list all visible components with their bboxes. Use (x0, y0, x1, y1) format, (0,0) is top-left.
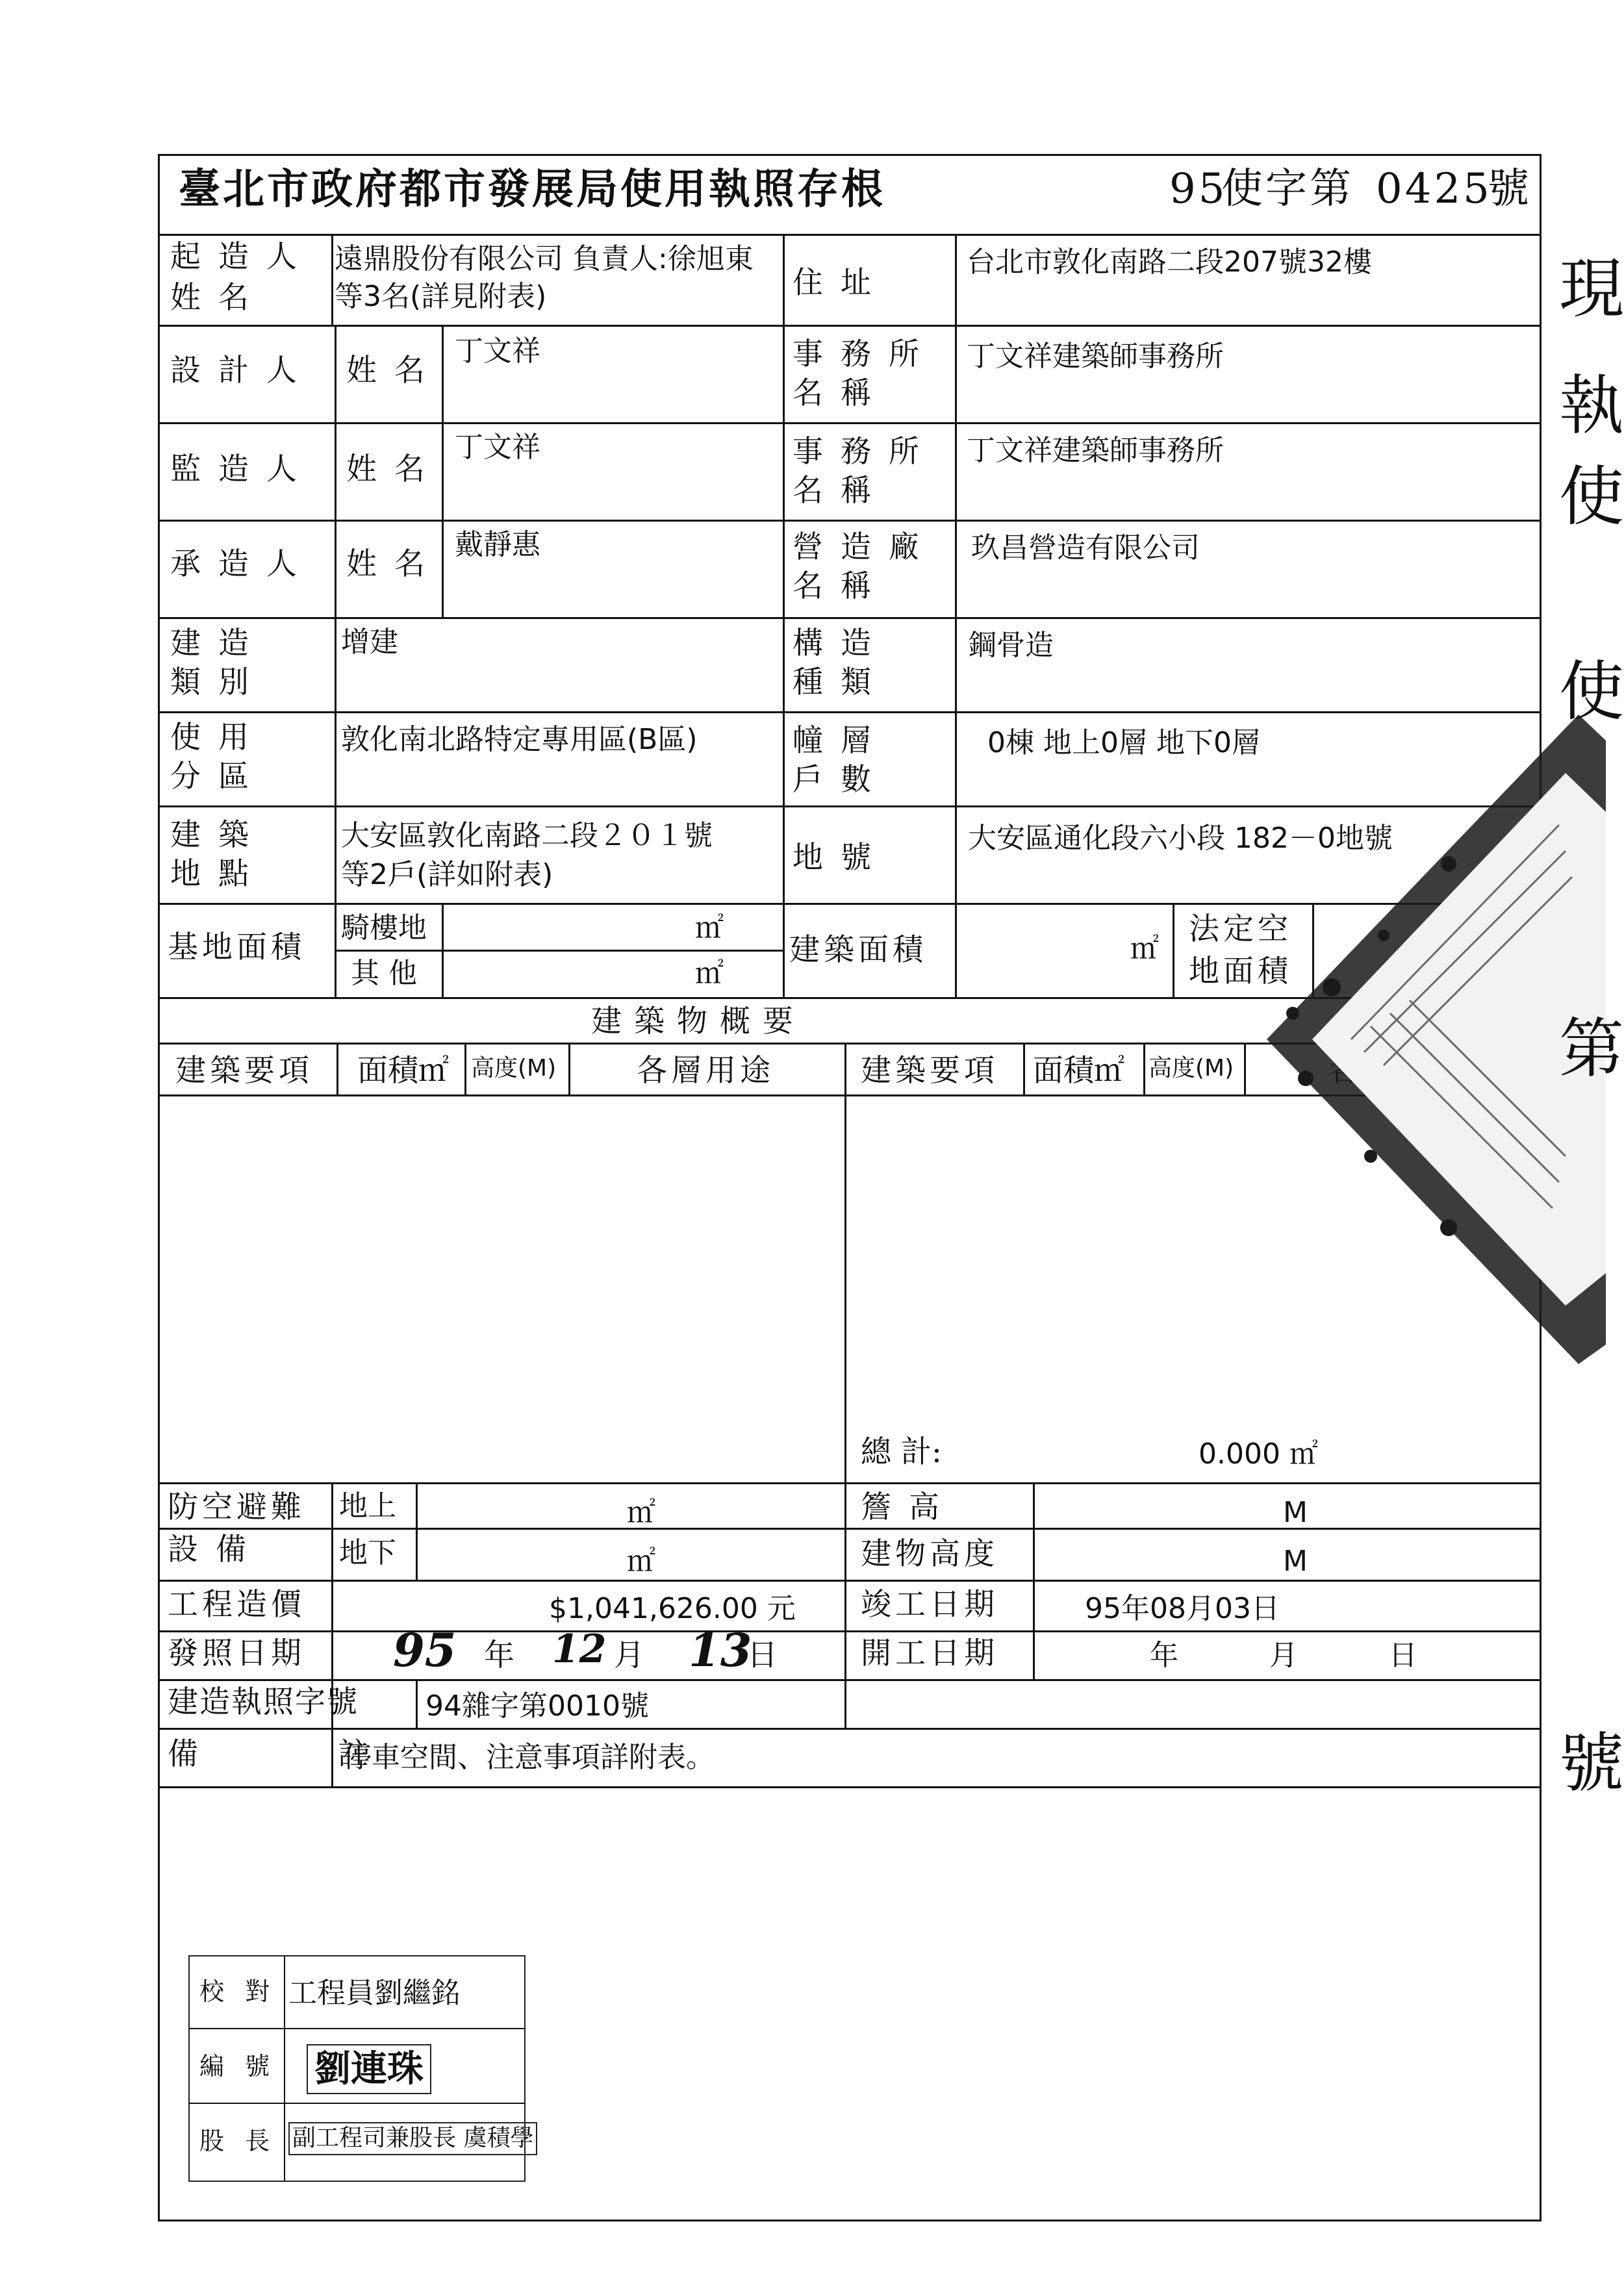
build-type: 增建 (341, 626, 398, 659)
eave-label: 簷 高 (861, 1489, 943, 1525)
zone-label: 使 用 (170, 720, 253, 755)
permit-number-suffix: 號 (1488, 165, 1532, 213)
floors-value: 0棟 地上0層 地下0層 (987, 726, 1260, 759)
issue-year-unit: 年 (484, 1638, 518, 1673)
shelter-below-unit: ㎡ (627, 1545, 655, 1578)
site-value: 大安區敦化南路二段２０１號 (341, 819, 713, 852)
supervisor-office: 丁文祥建築師事務所 (967, 434, 1224, 467)
lot-value: 大安區通化段六小段 182－0地號 (968, 822, 1393, 855)
col-divider (1173, 903, 1174, 997)
col-divider (442, 903, 444, 997)
completion-label: 竣工日期 (861, 1587, 998, 1623)
col-divider (331, 234, 333, 325)
height-unit: M (1283, 1545, 1308, 1578)
col-divider (844, 1043, 846, 1728)
supervisor-name-label: 姓 名 (346, 451, 429, 487)
row-divider (158, 520, 1542, 522)
supervisor-label: 監 造 人 (170, 451, 301, 487)
official-seal-stamp (1254, 702, 1606, 1364)
summary-heading: 建 築 物 概 要 (591, 1004, 794, 1039)
owner-name-2: 等3名(詳見附表) (335, 280, 547, 313)
building-area-label: 建築面積 (789, 932, 927, 968)
col-height-left: 高度(M) (471, 1055, 557, 1082)
owner-name: 遠鼎股份有限公司 負責人:徐旭東 (335, 242, 754, 275)
remark-label: 備 註 (168, 1736, 373, 1772)
row-divider (158, 1580, 1542, 1582)
col-item-right: 建築要項 (861, 1053, 998, 1089)
supervisor-office-label: 事 務 所 (793, 434, 923, 470)
factory-label: 營 造 廠 (793, 529, 923, 565)
row-divider (158, 1728, 1542, 1730)
issue-year: 95 (393, 1623, 457, 1677)
col-item-left: 建築要項 (175, 1053, 313, 1089)
cost-label: 工程造價 (168, 1587, 305, 1623)
permit-number: 0425 (1376, 165, 1492, 213)
approval-box (188, 1955, 534, 2182)
build-type-label: 建 造 (170, 626, 253, 661)
start-label: 開工日期 (861, 1636, 998, 1671)
address-label: 住 址 (793, 265, 875, 301)
designer-name: 丁文祥 (455, 335, 540, 368)
open-area-label-2: 地面積 (1189, 954, 1292, 989)
permit-value: 94雜字第0010號 (425, 1690, 649, 1723)
col-area-right: 面積㎡ (1033, 1053, 1124, 1089)
issue-label: 發照日期 (168, 1636, 305, 1671)
structure-label: 構 造 (793, 626, 875, 661)
designer-name-label: 姓 名 (346, 353, 429, 388)
issue-month-unit: 月 (614, 1638, 648, 1673)
margin-char: 號 (1559, 1725, 1624, 1801)
contractor-name-label: 姓 名 (346, 546, 429, 582)
shelter-above-label: 地上 (339, 1489, 396, 1523)
issue-month: 12 (552, 1626, 607, 1672)
contractor-label: 承 造 人 (170, 546, 301, 582)
col-divider (1143, 1043, 1145, 1095)
building-area-unit: ㎡ (1130, 932, 1159, 965)
row-divider (158, 422, 1542, 424)
structure-label-2: 種 類 (793, 664, 875, 700)
row-divider (158, 1482, 1542, 1484)
col-area-left: 面積㎡ (357, 1053, 449, 1089)
row-divider (158, 325, 1542, 327)
row-divider (335, 950, 783, 952)
owner-label-2: 姓 名 (170, 280, 253, 316)
permit-number-label: 使字第 (1221, 165, 1354, 213)
code-label: 編 號 (199, 2052, 277, 2081)
shelter-label: 防空避難 (168, 1489, 305, 1525)
base-area-label: 基地面積 (168, 930, 305, 965)
build-type-label-2: 類 別 (170, 664, 253, 700)
row-divider (158, 1679, 1542, 1681)
row-divider (158, 1528, 1542, 1530)
issue-day: 13 (689, 1623, 752, 1677)
document-title: 臺北市政府都市發展局使用執照存根 (179, 165, 885, 214)
row-divider (158, 234, 1542, 236)
other-label: 其 他 (351, 957, 417, 990)
other-unit: ㎡ (695, 957, 724, 990)
check-signature: 工程員劉繼銘 (288, 1977, 460, 2010)
site-label: 建 築 (170, 817, 253, 853)
start-value: 年 月 日 (1150, 1639, 1417, 1672)
col-divider (1023, 1043, 1025, 1095)
chief-label: 股 長 (199, 2127, 277, 2155)
issue-day-unit: 日 (747, 1638, 781, 1673)
col-divider (568, 1043, 570, 1095)
col-divider (416, 1482, 418, 1580)
total-value: 0.000 ㎡ (1199, 1437, 1318, 1471)
site-label-2: 地 點 (170, 856, 253, 892)
contractor-factory: 玖昌營造有限公司 (971, 531, 1200, 564)
site-value-2: 等2戶(詳如附表) (341, 858, 553, 891)
shelter-above-unit: ㎡ (627, 1496, 655, 1529)
margin-char: 使 (1559, 459, 1624, 535)
arcade-unit: ㎡ (695, 911, 724, 944)
row-divider (158, 617, 1542, 619)
total-label: 總 計: (861, 1434, 942, 1470)
lot-label: 地 號 (793, 840, 875, 876)
code-signature: 劉連珠 (307, 2044, 431, 2094)
cost-value: $1,041,626.00 元 (549, 1592, 796, 1625)
designer-label: 設 計 人 (170, 353, 301, 388)
floors-label-2: 戶 數 (793, 762, 875, 798)
shelter-label-2: 設 備 (168, 1532, 250, 1567)
row-divider (158, 1786, 1542, 1788)
height-label: 建物高度 (861, 1536, 998, 1572)
structure-type: 鋼骨造 (968, 629, 1054, 662)
factory-label-2: 名 稱 (793, 568, 875, 604)
completion-value: 95年08月03日 (1085, 1592, 1280, 1625)
margin-char: 第 (1559, 1011, 1624, 1087)
owner-label: 起 造 人 (170, 239, 301, 275)
arcade-label: 騎樓地 (341, 911, 427, 944)
designer-office-label-2: 名 稱 (793, 375, 875, 411)
col-divider (1244, 1043, 1246, 1095)
permit-number-prefix: 95 (1169, 165, 1228, 213)
zone-value: 敦化南北路特定專用區(B區) (341, 723, 698, 756)
chief-signature: 副工程司兼股長 虞積學 (288, 2122, 537, 2155)
col-divider (783, 234, 785, 997)
col-use-left: 各層用途 (637, 1053, 774, 1089)
row-divider (158, 1630, 1542, 1632)
eave-unit: M (1283, 1496, 1308, 1529)
col-divider (336, 1043, 338, 1095)
contractor-name: 戴靜惠 (455, 528, 540, 561)
zone-label-2: 分 區 (170, 759, 253, 794)
col-divider (1033, 1482, 1035, 1679)
col-divider (335, 325, 336, 997)
col-divider (955, 234, 957, 997)
floors-label: 幢 層 (793, 723, 875, 759)
margin-char: 執 (1559, 368, 1624, 444)
supervisor-office-label-2: 名 稱 (793, 473, 875, 509)
col-divider (416, 1679, 418, 1728)
open-area-label: 法定空 (1189, 911, 1292, 947)
margin-char: 現 (1559, 251, 1624, 327)
address-value: 台北市敦化南路二段207號32樓 (967, 246, 1372, 279)
check-label: 校 對 (199, 1977, 277, 2006)
remark-value: 停車空間、注意事項詳附表。 (343, 1741, 715, 1774)
margin-char: 使 (1559, 653, 1624, 729)
col-divider (464, 1043, 466, 1095)
col-height-right: 高度(M) (1148, 1055, 1234, 1082)
designer-office-label: 事 務 所 (793, 336, 923, 372)
permit-label: 建造執照字號 (168, 1684, 359, 1720)
supervisor-name: 丁文祥 (455, 431, 540, 464)
designer-office: 丁文祥建築師事務所 (967, 340, 1224, 373)
col-divider (442, 325, 444, 617)
shelter-below-label: 地下 (339, 1536, 396, 1569)
